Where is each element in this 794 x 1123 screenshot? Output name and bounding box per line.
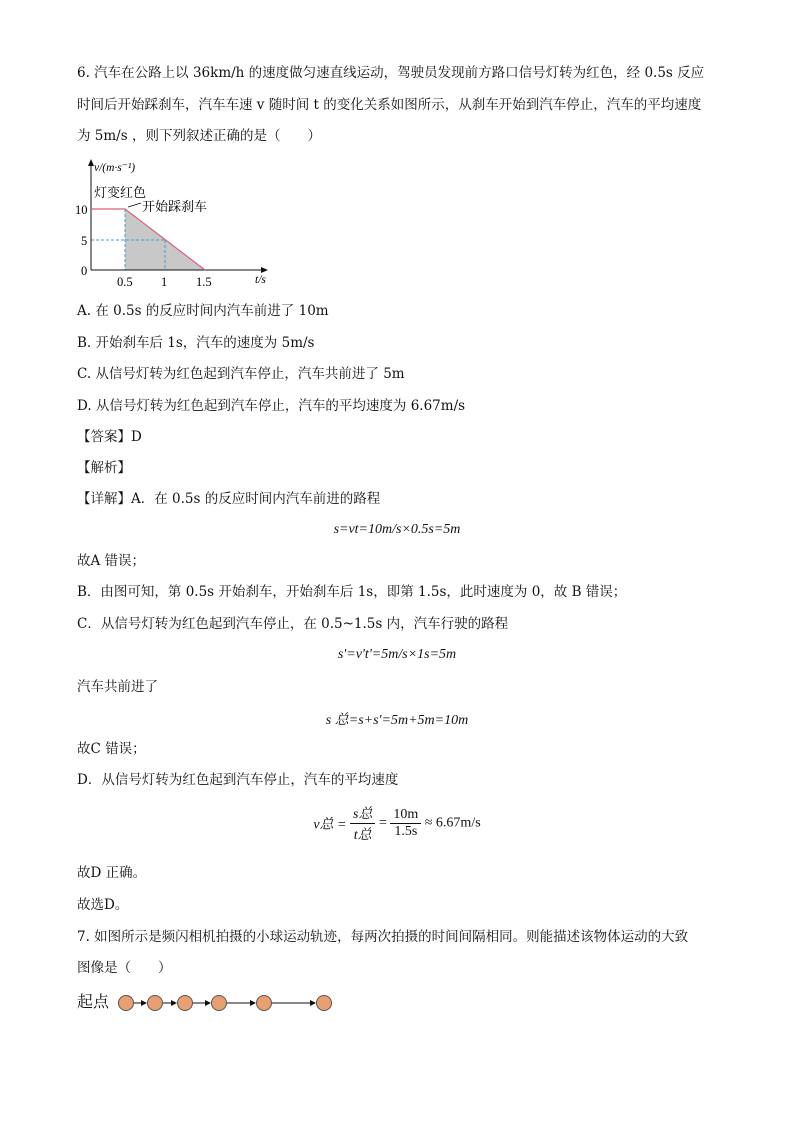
q7-start-label: 起点 xyxy=(77,992,110,1011)
eq4-lhs: v总 = xyxy=(313,817,347,833)
option-a: A. 在 0.5s 的反应时间内汽车前进了 10m xyxy=(77,303,329,319)
answer-value: D xyxy=(131,429,142,445)
eq4-frac1 xyxy=(350,803,375,844)
detail-c-conclusion: 故C 错误； xyxy=(77,741,146,757)
q6-stem-line1: 6. 汽车在公路上以 36km/h 的速度做匀速直线运动，驾驶员发现前方路口信号灯转为红色，经 0.5s 反应 xyxy=(77,65,705,81)
detail-c: C．从信号灯转为红色起到汽车停止，在 0.5~1.5s 内，汽车行驶的路程 xyxy=(77,616,509,632)
eq4-num2: 10m xyxy=(390,807,421,824)
ball-5 xyxy=(257,996,272,1011)
ball-4 xyxy=(212,996,227,1011)
q6-stem-line2: 时间后开始踩刹车，汽车车速 v 随时间 t 的变化关系如图所示，从刹车开始到汽车停止，汽车的平均速度 xyxy=(77,97,702,113)
equation-4 xyxy=(0,803,794,844)
x-axis-arrow xyxy=(261,267,268,273)
eq4-frac2 xyxy=(390,807,421,840)
detail-d: D．从信号灯转为红色起到汽车停止，汽车的平均速度 xyxy=(77,772,399,788)
ytick-10: 10 xyxy=(75,203,88,217)
eq4-den2: 1.5s xyxy=(394,824,418,839)
eq4-den1: t总 xyxy=(353,828,372,843)
q6-stem-line3: 为 5m/s ，则下列叙述正确的是（ ） xyxy=(77,128,321,144)
y-axis-label: v/(m·s⁻¹) xyxy=(94,162,136,174)
analysis-label: 【解析】 xyxy=(77,460,131,476)
eq4-num1: s总 xyxy=(350,803,375,824)
ball-1 xyxy=(119,996,134,1011)
option-d: D. 从信号灯转为红色起到汽车停止，汽车的平均速度为 6.67m/s xyxy=(77,398,466,414)
q7-stem-line1: 7. 如图所示是频闪相机拍摄的小球运动轨迹，每两次拍摄的时间间隔相同。则能描述该物体运动的大致 xyxy=(77,929,689,945)
ball-2 xyxy=(148,996,163,1011)
detail-a-conclusion: 故A 错误； xyxy=(77,553,146,569)
xtick-1.5: 1.5 xyxy=(196,275,212,289)
q6-vt-chart xyxy=(72,155,282,290)
eq4-equals: = xyxy=(378,815,387,831)
brake-pointer xyxy=(128,203,141,207)
ytick-5: 5 xyxy=(81,234,88,248)
detail-c-total: 汽车共前进了 xyxy=(77,679,158,695)
option-c: C. 从信号灯转为红色起到汽车停止，汽车共前进了 5m xyxy=(77,366,405,382)
q7-trajectory xyxy=(112,990,352,1018)
eq4-rhs: ≈ 6.67m/s xyxy=(424,815,481,831)
q7-stem-line2: 图像是（ ） xyxy=(77,960,172,976)
annotation-red: 灯变红色 xyxy=(94,185,147,200)
detail-b: B．由图可知，第 0.5s 开始刹车，开始刹车后 1s，即第 1.5s，此时速度为 0，故 B 错误； xyxy=(77,584,627,600)
equation-3: s 总=s+s'=5m+5m=10m xyxy=(325,713,469,728)
ytick-0: 0 xyxy=(81,264,88,278)
ball-3 xyxy=(178,996,193,1011)
equation-2: s'=v't'=5m/s×1s=5m xyxy=(337,647,457,662)
xtick-0.5: 0.5 xyxy=(117,275,133,289)
answer-line xyxy=(77,428,142,446)
xtick-1: 1 xyxy=(161,275,168,289)
x-axis-label: t/s xyxy=(255,274,266,286)
equation-1: s=vt=10m/s×0.5s=5m xyxy=(333,522,461,537)
ball-6 xyxy=(317,996,332,1011)
final-choice: 故选D。 xyxy=(77,897,129,913)
option-b: B. 开始刹车后 1s，汽车的速度为 5m/s xyxy=(77,335,315,351)
detail-d-conclusion: 故D 正确。 xyxy=(77,865,147,881)
annotation-brake: 开始踩刹车 xyxy=(142,199,208,214)
answer-label: 【答案】 xyxy=(77,429,131,445)
detail-a: 【详解】A．在 0.5s 的反应时间内汽车前进的路程 xyxy=(77,491,381,507)
